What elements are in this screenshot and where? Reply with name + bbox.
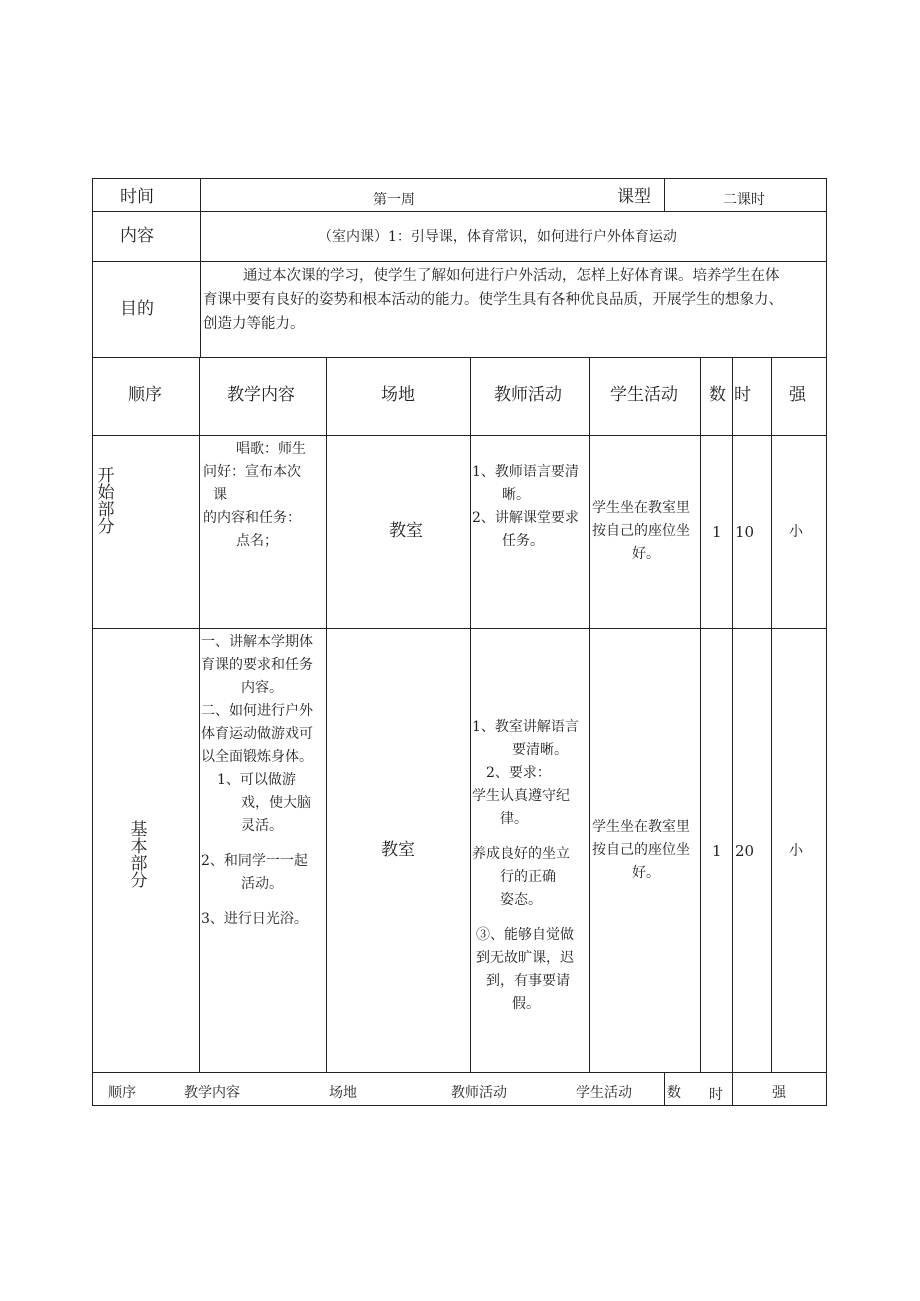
- teacher-line: ③、能够自觉做: [476, 927, 574, 943]
- teacher-line: 姿态。: [500, 892, 542, 908]
- student-line: 学生坐在教室里: [592, 500, 690, 516]
- content-line: 活动。: [241, 876, 283, 892]
- section-name-char: 基: [130, 820, 148, 840]
- goal-line: 育课中要有良好的姿势和根本活动的能力。使学生具有各种优良品质，开展学生的想象力、: [203, 292, 783, 308]
- footer-col-content: 教学内容: [184, 1085, 240, 1101]
- content-line: 课: [213, 487, 227, 503]
- goal-text: [203, 264, 783, 336]
- footer-col-teacher: 教师活动: [451, 1085, 507, 1101]
- teacher-line: 到，有事要请: [486, 973, 570, 989]
- section-name-char: 分: [97, 517, 115, 537]
- teacher-line: 要清晰。: [512, 742, 568, 758]
- col-header-content: 教学内容: [227, 385, 295, 405]
- student-line: 好。: [632, 546, 660, 562]
- section-1-student: [592, 497, 690, 566]
- teacher-line: 到无故旷课，迟: [476, 950, 574, 966]
- goal-line: 通过本次课的学习，使学生了解如何进行户外活动，怎样上好体育课。培养学生在体: [243, 268, 780, 284]
- teacher-line: 假。: [512, 996, 540, 1012]
- student-line: 按自己的座位坐: [592, 523, 690, 539]
- content-line: 的内容和任务：: [203, 510, 301, 526]
- content-line: 戏，使大脑: [241, 795, 311, 811]
- section-2-count: 1: [712, 842, 722, 860]
- goal-label: 目的: [120, 299, 154, 319]
- section-1-teacher: [472, 461, 579, 553]
- content-line: 2、和同学一一起: [201, 853, 308, 869]
- content-line: 二、如何进行户外: [201, 703, 313, 719]
- teacher-line: 晰。: [502, 487, 530, 503]
- teacher-line: 律。: [500, 811, 528, 827]
- goal-line: 创造力等能力。: [203, 316, 305, 332]
- content-line: 1、可以做游: [217, 772, 296, 788]
- section-1-venue: 教室: [389, 521, 423, 541]
- teacher-line: 养成良好的坐立: [472, 846, 570, 862]
- content-line: 育课的要求和任务: [201, 657, 313, 673]
- section-2-name: [128, 822, 150, 890]
- content-value: （室内课）1：引导课，体育常识，如何进行户外体育运动: [318, 229, 677, 245]
- section-name-char: 本: [130, 837, 148, 857]
- section-name-char: 开: [97, 466, 115, 486]
- footer-col-time: 时: [709, 1087, 723, 1103]
- section-1-content: [203, 438, 306, 553]
- col-header-count: 数: [709, 385, 726, 405]
- student-line: 好。: [632, 865, 660, 881]
- section-2-time: 20: [735, 842, 755, 860]
- section-1-name: [95, 468, 117, 536]
- course-type-label: 课型: [617, 187, 651, 207]
- content-label: 内容: [120, 226, 154, 246]
- student-line: 学生坐在教室里: [592, 819, 690, 835]
- section-1-time: 10: [735, 523, 755, 541]
- content-line: 灵活。: [241, 818, 283, 834]
- teacher-line: 任务。: [502, 533, 544, 549]
- footer-col-student: 学生活动: [576, 1085, 632, 1101]
- section-2-teacher: [472, 716, 579, 1016]
- teacher-line: 2、要求：: [486, 765, 551, 781]
- section-1-count: 1: [712, 523, 722, 541]
- teacher-line: 2、讲解课堂要求: [472, 510, 579, 526]
- teacher-line: 行的正确: [500, 869, 556, 885]
- content-line: 唱歌：师生: [236, 441, 306, 457]
- footer-col-venue: 场地: [329, 1085, 357, 1101]
- col-header-time: 时: [734, 385, 751, 405]
- content-line: 问好：宣布本次: [203, 464, 301, 480]
- section-2-student: [592, 816, 690, 885]
- section-2-venue: 教室: [381, 840, 415, 860]
- time-label: 时间: [120, 187, 154, 207]
- content-line: 一、讲解本学期体: [201, 634, 313, 650]
- teacher-line: 1、教室讲解语言: [472, 719, 579, 735]
- week-value: 第一周: [373, 192, 415, 208]
- content-line: 以全面锻炼身体。: [201, 749, 313, 765]
- content-line: 体育运动做游戏可: [201, 726, 313, 742]
- section-1-intensity: 小: [789, 524, 803, 540]
- col-header-intensity: 强: [789, 385, 806, 405]
- teacher-line: 学生认真遵守纪: [472, 788, 570, 804]
- section-name-char: 部: [130, 854, 148, 874]
- course-type-value: 二课时: [723, 192, 765, 208]
- col-header-teacher: 教师活动: [494, 385, 562, 405]
- col-header-venue: 场地: [381, 385, 415, 405]
- col-header-order: 顺序: [128, 385, 162, 405]
- section-2-intensity: 小: [789, 843, 803, 859]
- content-line: 3、进行日光浴。: [201, 911, 308, 927]
- section-name-char: 始: [97, 483, 115, 503]
- footer-col-order: 顺序: [108, 1085, 136, 1101]
- footer-col-count: 数: [667, 1085, 681, 1101]
- section-name-char: 分: [130, 871, 148, 891]
- col-header-student: 学生活动: [610, 385, 678, 405]
- student-line: 按自己的座位坐: [592, 842, 690, 858]
- section-name-char: 部: [97, 500, 115, 520]
- teacher-line: 1、教师语言要清: [472, 464, 579, 480]
- section-2-content: [201, 631, 313, 931]
- content-line: 点名；: [236, 533, 278, 549]
- content-line: 内容。: [241, 680, 283, 696]
- footer-col-intensity: 强: [772, 1085, 786, 1101]
